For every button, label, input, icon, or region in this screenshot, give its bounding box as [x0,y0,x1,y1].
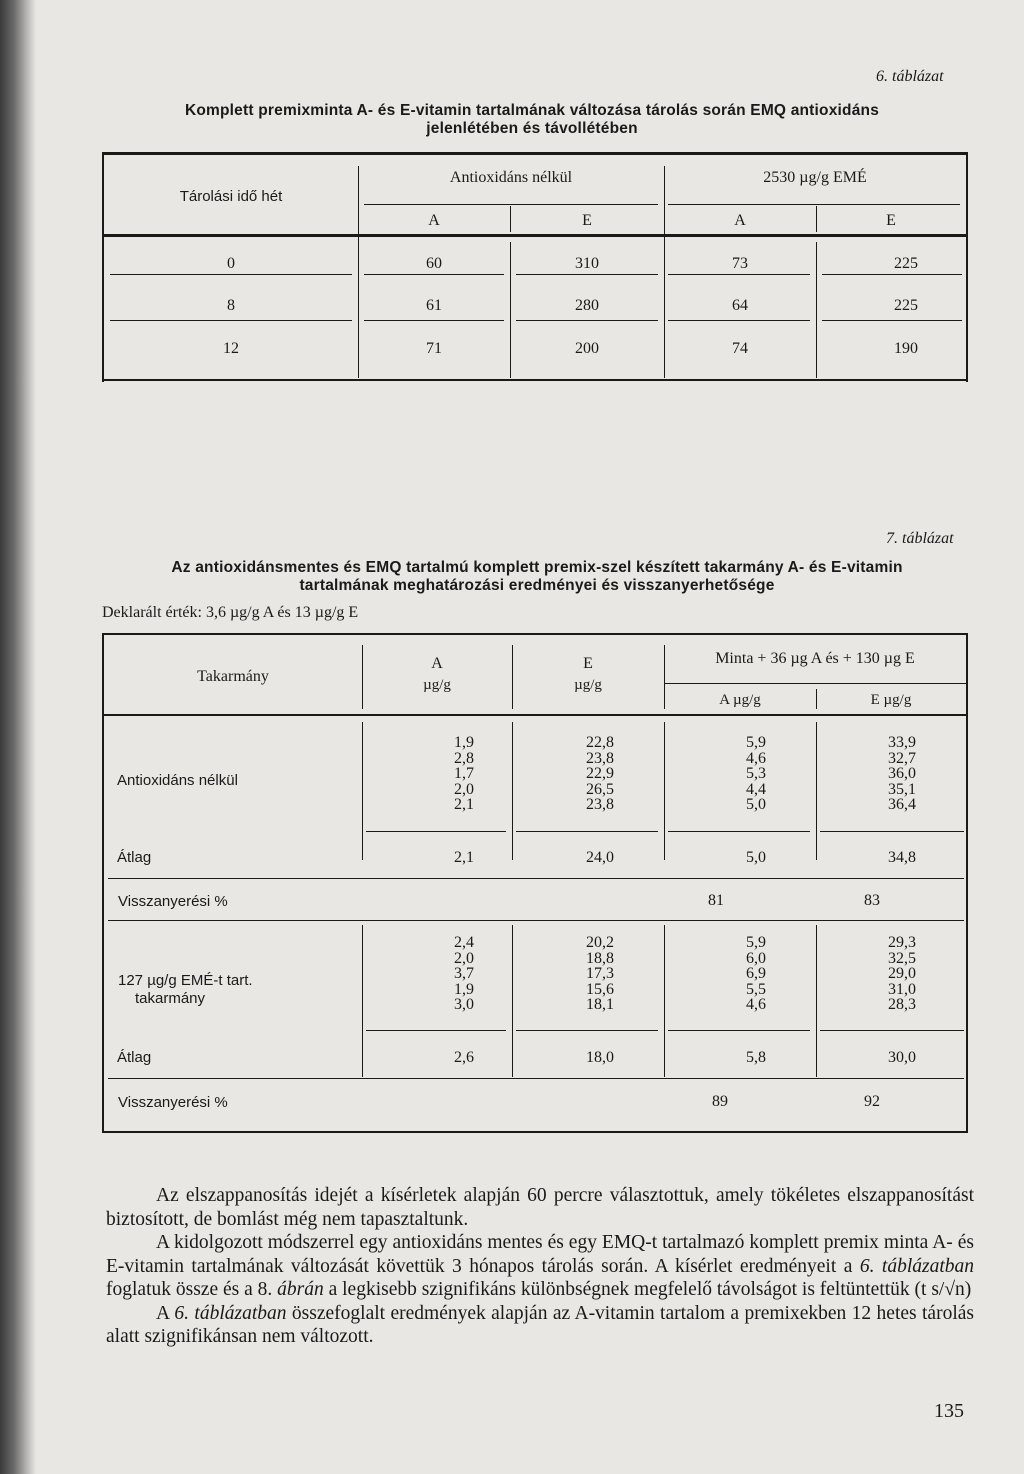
table6-cell: 280 [575,297,599,314]
table6-week: 12 [223,340,239,357]
paragraph-3-text: összefoglalt eredmények alapján az A-vitamin tartalom a premixekben 12 hetes tárolás alatt szignifikánsan nem változott. [106,1302,974,1347]
table7-avg1-spike-e: 34,8 [888,849,916,866]
figure-reference: ábrán [277,1279,324,1300]
table7-block2-spike-e: 29,3 32,5 29,0 31,0 28,3 [888,934,916,1013]
table7-avg1-e: 24,0 [586,849,614,866]
table6-header-storage-time: Tárolási idő hét [179,188,283,205]
table7-rec1-spike-a: 81 [708,892,724,909]
table6-number: 6. táblázat [876,68,944,85]
table7-block2-e: 20,2 18,8 17,3 15,6 18,1 [586,934,614,1013]
table7-declared-value: Deklarált érték: 3,6 µg/g A és 13 µg/g E [102,604,359,621]
table7-title-line2: tartalmának meghatározási eredményei és visszanyerhetősége [299,577,775,594]
table7-rec2-spike-a: 89 [712,1093,728,1110]
table6-header-sub-e2: E [886,212,896,229]
table-reference: 6. táblázatban [174,1302,287,1324]
table7-header-spike-e: E µg/g [870,692,912,708]
table7-block2-spike-a: 5,9 6,0 6,9 5,5 4,6 [746,934,766,1013]
table7-header-spike-a: A µg/g [719,692,761,708]
table6-header-sub-a2: A [734,212,746,229]
table7-block1-label: Antioxidáns nélkül [117,772,238,789]
table6-title-line1: Komplett premixminta A- és E-vitamin tartalmának változása tárolás során EMQ antioxidáns [184,102,880,119]
table6-cell: 61 [426,297,442,314]
table7-avg1-spike-a: 5,0 [746,849,766,866]
table7-header-feed: Takarmány [197,668,269,685]
table7-avg2-spike-a: 5,8 [746,1049,766,1066]
table6-title-line2: jelenlétében és távollétében [426,120,638,137]
table6-cell: 64 [732,297,748,314]
table7-avg2-a: 2,6 [454,1049,474,1066]
table-reference: 6. táblázatban [859,1255,974,1277]
table6-cell: 225 [894,255,918,272]
table7-avg2-spike-e: 30,0 [888,1049,916,1066]
body-text [106,1184,974,1349]
table7-avg2-e: 18,0 [586,1049,614,1066]
table6-header-sub-a1: A [428,212,440,229]
table7-block1-spike-e: 33,9 32,7 36,0 35,1 36,4 [888,734,916,813]
table7-title [90,559,984,595]
table7-block1-e: 22,8 23,8 22,9 26,5 23,8 [586,734,614,813]
table6-week: 0 [227,255,235,272]
paragraph-2-text: A kidolgozott módszerrel egy antioxidáns mentes és egy EMQ-t tartalmazó komplett premix minta A- és E-vitamin tartalmának változását követtük 3 hónapos tárolás során. A kísérlet eredményeit a [106,1232,974,1277]
table6-cell: 60 [426,255,442,272]
table6-cell: 71 [426,340,442,357]
table7-block2-a: 2,4 2,0 3,7 1,9 3,0 [454,934,474,1013]
table7-rec1-spike-e: 83 [864,892,880,909]
table6-cell: 73 [732,255,748,272]
table6-header-sub-e1: E [582,212,592,229]
table7-block2-label1: 127 µg/g EMÉ-t tart. [118,972,253,989]
page-number: 135 [934,1400,964,1422]
table7-title-line1: Az antioxidánsmentes és EMQ tartalmú komplett premix-szel készített takarmány A- és E-vitamin [171,559,903,576]
table6-header-group1: Antioxidáns nélkül [449,169,573,186]
table7-block2-label2: takarmány [135,990,206,1007]
table7-block1-spike-a: 5,9 4,6 5,3 4,4 5,0 [746,734,766,813]
paragraph-3 [106,1302,974,1349]
table6-cell: 310 [575,255,599,272]
table7-rec2-label: Visszanyerési % [118,1094,228,1111]
paragraph-1: Az elszappanosítás idejét a kísérletek alapján 60 percre választottuk, amely tökéletes elszappanosítást biztosított, de bomlást még nem tapasztaltunk. [106,1185,974,1230]
table7-header-spike: Minta + 36 µg A és + 130 µg E [715,650,915,667]
table7-rec1-label: Visszanyerési % [118,893,228,910]
table6-title [90,102,974,138]
paragraph-2-text: foglatuk össze és a 8. [106,1279,278,1300]
table7-avg1-label: Átlag [117,849,152,866]
table7-avg1-a: 2,1 [454,849,474,866]
table6-cell: 225 [894,297,918,314]
table6-cell: 190 [894,340,918,357]
page-binding-edge [0,0,36,1474]
paragraph-2 [106,1231,974,1302]
table7-header-a-unit: µg/g [423,677,451,693]
paragraph-3-text: A [156,1302,175,1324]
table7-avg2-label: Átlag [117,1049,152,1066]
table7-header-e-unit: µg/g [574,677,602,693]
table7-header-e: E [583,655,593,672]
paragraph-2-text: a legkisebb szignifikáns különbségnek megfelelő távolságot is feltüntettük (t s/√n) [323,1279,972,1300]
table6-cell: 200 [575,340,599,357]
table6-cell: 74 [732,340,748,357]
table6-header-group2: 2530 µg/g EMÉ [763,169,867,186]
table7-block1-a: 1,9 2,8 1,7 2,0 2,1 [454,734,474,813]
table7-number: 7. táblázat [886,530,954,547]
table7-rec2-spike-e: 92 [864,1093,880,1110]
table7-header-a: A [431,655,443,672]
table6-week: 8 [227,297,235,314]
